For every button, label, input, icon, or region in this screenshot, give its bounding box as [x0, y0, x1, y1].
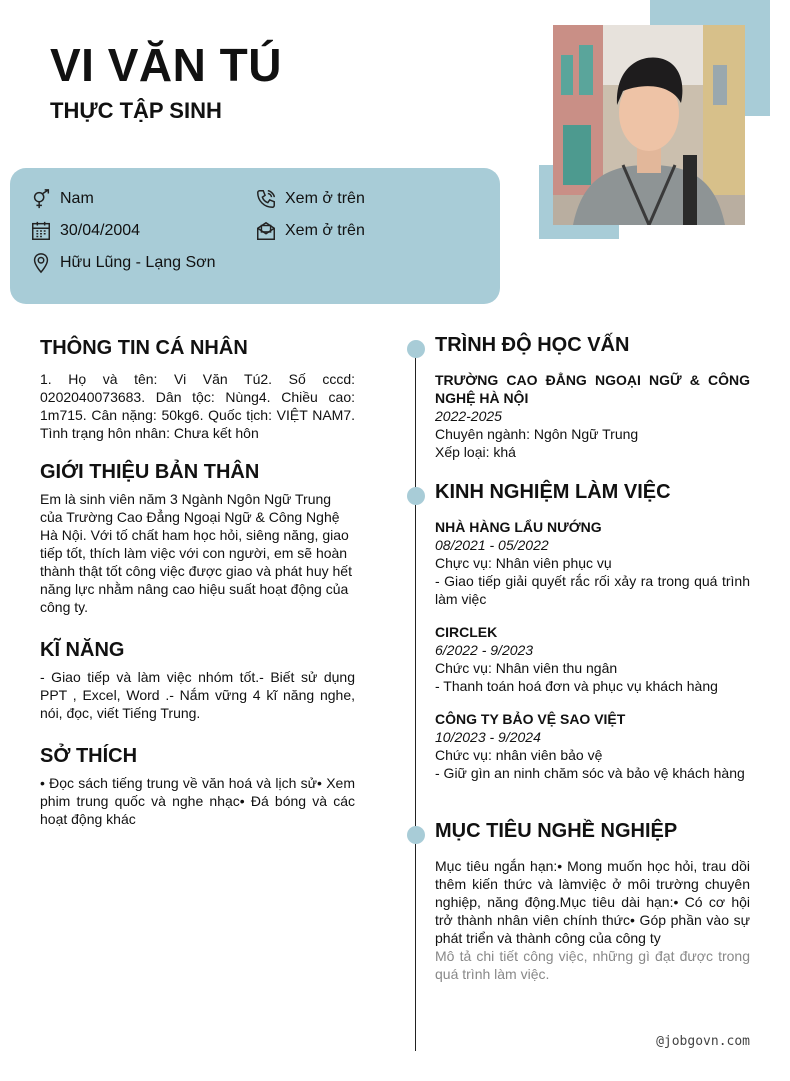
company-name: CÔNG TY BẢO VỆ SAO VIỆT: [435, 711, 626, 727]
contact-panel: [10, 168, 500, 304]
candidate-name: VI VĂN TÚ: [50, 39, 282, 91]
goals-heading: MỤC TIÊU NGHỀ NGHIỆP: [435, 820, 678, 842]
goals-placeholder: Mô tả chi tiết công việc, những gì đạt được trong quá trình làm việc.: [435, 948, 750, 982]
gender-icon: [30, 188, 52, 210]
timeline-dot-experience: [407, 487, 425, 505]
education-grade: Xếp loại: khá: [435, 444, 516, 460]
phone-value: Xem ở trên: [285, 190, 365, 207]
profile-photo: [553, 25, 745, 225]
job-position: Chực vụ: Nhân viên phục vụ: [435, 555, 612, 571]
job-description: - Thanh toán hoá đơn và phục vụ khách hàng: [435, 678, 718, 694]
education-heading: TRÌNH ĐỘ HỌC VẤN: [435, 334, 630, 356]
job-title: THỰC TẬP SINH: [50, 98, 222, 123]
school-name: TRƯỜNG CAO ĐẲNG NGOẠI NGỮ & CÔNG NGHỆ HÀ NỘI: [435, 372, 750, 406]
contact-gender: [30, 188, 94, 210]
about-heading: GIỚI THIỆU BẢN THÂN: [40, 461, 260, 483]
hobbies-text: • Đọc sách tiếng trung về văn hoá và lịch sử• Xem phim trung quốc và nghe nhạc• Đá bóng và các hoạt động khác: [40, 775, 355, 827]
job-position: Chức vụ: Nhân viên thu ngân: [435, 660, 618, 676]
goals-text: Mục tiêu ngắn hạn:• Mong muốn học hỏi, trau dồi thêm kiến thức và làmviệc ở môi trường chuyên nghiệp, năng động.Mục tiêu dài hạn:• Có cơ hội trở thành nhân viên chính thức• Góp phần vào sự phát triển và thành công của công ty: [435, 858, 750, 946]
address-value: Hữu Lũng - Lạng Sơn: [60, 254, 216, 271]
experience-entry: [435, 518, 750, 608]
skills-heading: KĨ NĂNG: [40, 639, 125, 661]
skills-text: - Giao tiếp và làm việc nhóm tốt.- Biết sử dụng PPT , Excel, Word .- Nắm vững 4 kĩ năng nghe, nói, đọc, viết Tiếng Trung.: [40, 669, 355, 721]
goals-entry: [435, 857, 750, 983]
experience-entry: [435, 623, 750, 695]
hobbies-heading: SỞ THÍCH: [40, 745, 138, 767]
timeline-line: [415, 345, 416, 1051]
education-entry: [435, 371, 750, 461]
job-period: 08/2021 - 05/2022: [435, 537, 549, 553]
company-name: NHÀ HÀNG LẨU NƯỚNG: [435, 519, 602, 535]
contact-phone: [255, 188, 365, 210]
job-position: Chức vụ: nhân viên bảo vệ: [435, 747, 603, 763]
personal-info-heading: THÔNG TIN CÁ NHÂN: [40, 337, 248, 359]
experience-heading: KINH NGHIỆM LÀM VIỆC: [435, 481, 671, 503]
job-description: - Giao tiếp giải quyết rắc rối xảy ra trong quá trình làm việc: [435, 573, 750, 607]
contact-address: [30, 252, 216, 274]
job-description: - Giữ gìn an ninh chăm sóc và bảo vệ khách hàng: [435, 765, 745, 781]
personal-info-text: 1. Họ và tên: Vi Văn Tú2. Số cccd: 0202040073683. Dân tộc: Nùng4. Chiều cao: 1m715. Cân nặng: 50kg6. Quốc tịch: VIỆT NAM7. Tình trạng hôn nhân: Chưa kết hôn: [40, 371, 355, 441]
company-name: CIRCLEK: [435, 624, 498, 640]
location-pin-icon: [30, 252, 52, 274]
email-icon: [255, 220, 277, 242]
job-period: 10/2023 - 9/2024: [435, 729, 541, 745]
calendar-icon: [30, 220, 52, 242]
contact-email: [255, 220, 365, 242]
education-period: 2022-2025: [435, 408, 502, 424]
experience-entry: [435, 710, 750, 782]
gender-value: Nam: [60, 190, 94, 207]
email-value: Xem ở trên: [285, 222, 365, 239]
birthdate-value: 30/04/2004: [60, 222, 141, 239]
footer-watermark: @jobgovn.com: [656, 1034, 750, 1049]
contact-birthdate: [30, 220, 140, 242]
timeline-dot-education: [407, 340, 425, 358]
education-major: Chuyên ngành: Ngôn Ngữ Trung: [435, 426, 639, 442]
timeline-dot-goals: [407, 826, 425, 844]
phone-icon: [255, 188, 277, 210]
job-period: 6/2022 - 9/2023: [435, 642, 534, 658]
about-text: Em là sinh viên năm 3 Ngành Ngôn Ngữ Trung của Trường Cao Đẳng Ngoại Ngữ & Công Nghệ Hà Nội. Với tố chất ham học hỏi, siêng năng, giao tiếp tốt, thích làm việc với con người, em sẽ hoàn thành thật tốt công việc được giao và phát huy hết năng lực nhằm nâng cao hiệu suất hoạt động của công ty.: [40, 491, 352, 615]
